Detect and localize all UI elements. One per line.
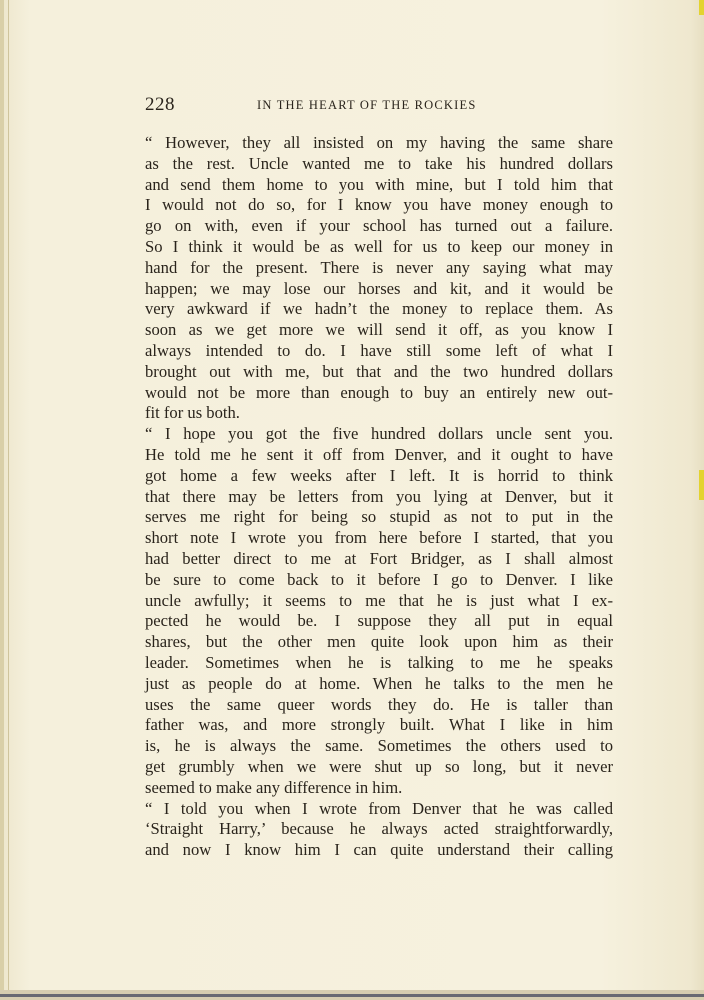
text-line: is, he is always the same. Sometimes the others used to [145,736,613,756]
text-line: short note I wrote you from here before I started, that you [145,528,613,548]
text-line: as the rest. Uncle wanted me to take his hundred dollars [145,153,613,173]
text-line: He told me he sent it off from Denver, and it ought to have [145,444,613,464]
text-line: got home a few weeks after I left. It is horrid to think [145,465,613,485]
text-line: and send them home to you with mine, but I told him that [145,174,613,194]
text-line: “ I told you when I wrote from Denver that he was called [145,798,613,818]
text-line: ‘Straight Harry,’ because he always acted straightforwardly, [145,819,613,839]
text-line: very awkward if we hadn’t the money to replace them. As [145,299,613,319]
text-line: be sure to come back to it before I go to Denver. I like [145,569,613,589]
text-line: “ I hope you got the five hundred dollars uncle sent you. [145,424,613,444]
text-line: just as people do at home. When he talks to the men he [145,673,613,693]
page-bottom-rule [0,994,704,997]
text-line: leader. Sometimes when he is talking to me he speaks [145,652,613,672]
text-line: “ However, they all insisted on my having the same share [145,133,613,152]
running-title: IN THE HEART OF THE ROCKIES [257,98,477,112]
text-line: fit for us both. [145,403,240,423]
page-number: 228 [145,94,175,115]
text-line: that there may be letters from you lying at Denver, but it [145,486,613,506]
text-line: always intended to do. I have still some left of what I [145,340,613,360]
text-line: uses the same queer words they do. He is taller than [145,694,613,714]
text-line: had better direct to me at Fort Bridger, as I shall almost [145,548,613,568]
page-right-edge-mark [699,0,704,15]
page-left-edge [0,0,4,1000]
text-line: hand for the present. There is never any saying what may [145,257,613,277]
page-header [145,94,613,118]
page-gutter-line [8,0,9,1000]
text-line: and now I know him I can quite understand their calling [145,840,613,860]
text-line: soon as we get more we will send it off, as you know I [145,320,613,340]
text-line: go on with, even if your school has turned out a failure. [145,216,613,236]
text-line: father was, and more strongly built. What I like in him [145,715,613,735]
text-line: shares, but the other men quite look upon him as their [145,632,613,652]
text-line: So I think it would be as well for us to keep our money in [145,236,613,256]
text-line: seemed to make any difference in him. [145,777,403,797]
text-line: I would not do so, for I know you have money enough to [145,195,613,215]
text-line: serves me right for being so stupid as not to put in the [145,507,613,527]
text-line: brought out with me, but that and the two hundred dollars [145,361,613,381]
text-line: would not be more than enough to buy an entirely new out- [145,382,613,402]
text-line: get grumbly when we were shut up so long, but it never [145,756,613,776]
text-line: uncle awfully; it seems to me that he is just what I ex- [145,590,613,610]
text-line: pected he would be. I suppose they all put in equal [145,611,613,631]
text-line: happen; we may lose our horses and kit, and it would be [145,278,613,298]
body-text [145,133,613,861]
page-right-edge-mark [699,470,704,500]
